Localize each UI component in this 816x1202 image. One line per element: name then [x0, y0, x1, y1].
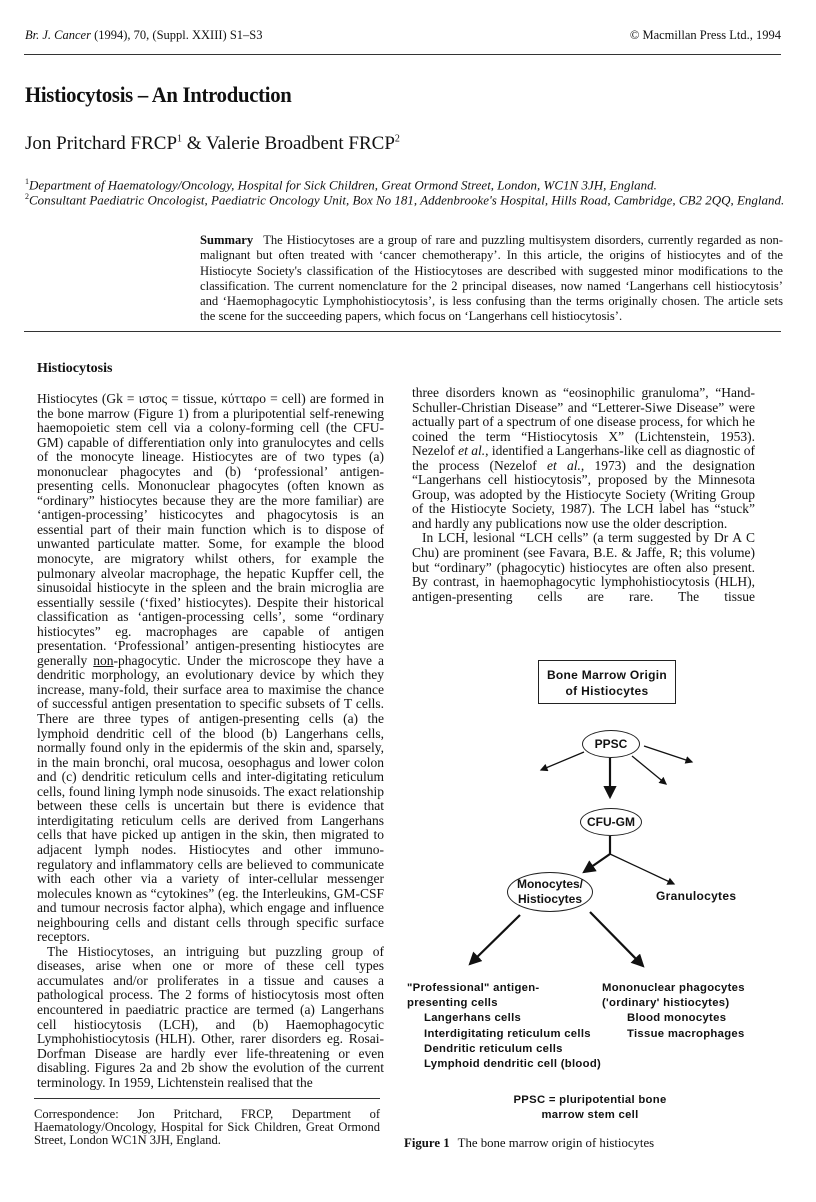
paragraph: In LCH, lesional “LCH cells” (a term suggested by Dr A C Chu) are prominent (see Favara, B.E. & Jaffe, R; this volume) but “ordinary” (phagocytic) histiocytes are often also present. By contrast, in haemophagocytic lymphohistiocytosis (HLH), antigen-presenting cells are rare. The tissue [412, 530, 755, 604]
author-separator: & [182, 133, 206, 154]
branch-heading: Mononuclear phagocytes [602, 982, 745, 994]
branch-item: Blood monocytes [627, 1012, 727, 1025]
correspondence-footnote: Correspondence: Jon Pritchard, FRCP, Department of Haematology/Oncology, Hospital for Sick Children, Great Ormond Street, London WC1N 3JH, England. [34, 1107, 380, 1148]
affiliation-2 [25, 189, 785, 208]
paragraph [412, 386, 755, 531]
branch-item: Interdigitating reticulum cells [424, 1027, 591, 1040]
figure-title-line: Bone Marrow Origin [546, 668, 668, 682]
right-branch-list [602, 981, 745, 1042]
caption-label: Figure 1 [404, 1136, 450, 1150]
node-label-line: Monocytes/ [516, 877, 583, 891]
left-column [37, 392, 384, 1090]
node-monocytes-histiocytes [507, 872, 593, 912]
branch-heading: ('ordinary' histiocytes) [602, 997, 730, 1010]
affil-marker: 1 [25, 177, 29, 186]
paragraph-text: -phagocytic. Under the microscope they have a dendritic morphology, an evolutionary device by which they increase, many-fold, their surface area to maximise the chance of successful antigen presentation to specific subsets of T cells. There are three types of antigen-presenting cells (a) the lymphoid dendritic cell of the blood (b) Langerhans cells, normally found only in the epidermis of the skin and, sparsely, in the main bronchi, oral mucosa, oesophagus and lower colon and (c) dendritic reticulum cells and inter-digitating reticulum cells, found lining lymph node sinusoids. The exact relationship between these cells is uncertain but there is evidence that interdigitating reticulum cells are derived from Langerhans cells that have picked up antigen in the skin, then migrated to adjacent lymph nodes. Histiocytes and other immuno-regulatory and inflammatory cells are believed to communicate with each other via a variety of inter-cellular messenger molecules known as “cytokines” (eg. the Interleukins, GM-CSF and tumour necrosis factor alpha), which engage and influence neighbouring cells and distant cells through specific surface receptors. [37, 652, 385, 945]
paragraph: The Histiocytoses, an intriguing but puzzling group of diseases, arise when one or more of these cell types accumulates and/or proliferates in a tissue and causes a pathological process. The 2 forms of histiocytosis most often encountered in paediatric practice are termed (a) Langerhans cell histiocytosis (LCH), and (b) Haemophagocytic Lymphohistiocytosis (HLH). Other, rarer disorders eg. Rosai-Dorfman Disease are hardly ever life-threatening or even disabling. Figures 2a and 2b show the evolution of the current terminology. In 1959, Lichtenstein realised that the [37, 943, 384, 1090]
journal-citation [25, 28, 263, 43]
running-head [25, 28, 781, 43]
et-al: et al. [546, 457, 581, 473]
copyright: © Macmillan Press Ltd., 1994 [629, 28, 781, 42]
header-rule [24, 54, 781, 55]
figure-caption [404, 1136, 654, 1151]
paragraph-text: Histiocytes (Gk = ιστος = tissue, κύτταρο = cell) are formed in the bone marrow (Figure 1) from a pluripotential self-renewing haemopoietic stem cell via a colony-forming cell (the CFU-GM) capable of differentiation only into granulocytes and cells of the monocyte lineage. Histiocytes are of two types (a) mononuclear phagocytes and (b) ‘professional’ antigen-presenting cells. Mononuclear phagocytes (often known as “ordinary” histiocytes because they are the more familiar) are ‘antigen-processing’ histicocytes and phagocytosis is an essential part of their main function which is to dispose of unwanted particulate matter. Some, for example the blood monocyte, are migratory whilst others, for example the pulmonary alveolar macrophage, the hepatic Kupffer cell, the sinusoidal histiocyte in the spleen and the brain microglia are essentially sessile (‘fixed’ histiocytes). Despite their historical classification as ‘antigen-processing cells’, some “ordinary histiocytes” eg. macrophages are capable of antigen presentation. ‘Professional’ antigen-presenting histiocytes are generally [37, 391, 384, 668]
author-list [25, 133, 400, 155]
affil-text: Consultant Paediatric Oncologist, Paediatric Oncology Unit, Box No 181, Addenbrooke's Hospital, Hills Road, Cambridge, CB2 2QQ, England. [29, 192, 785, 208]
legend-line: marrow stem cell [541, 1109, 639, 1122]
author-name: Jon Pritchard FRCP [25, 133, 178, 154]
caption-text: The bone marrow origin of histiocytes [457, 1136, 655, 1150]
figure-title-line: of Histiocytes [565, 684, 649, 698]
branch-item: Lymphoid dendritic cell (blood) [424, 1058, 602, 1071]
affil-marker: 2 [25, 192, 29, 201]
paragraph-text: three disorders known as “eosinophilic granuloma”, “Hand-Schuller-Christian Disease” and “Letterer-Siwe Disease” were actually part of a spectrum of one disease process, for which he coined the term “Histiocytosis X” (Lichtenstein, 1953). Nezelof [412, 385, 755, 459]
left-branch-list [407, 981, 601, 1072]
author-affil-marker: 1 [177, 133, 183, 145]
journal-name: Br. J. Cancer [25, 28, 91, 42]
branch-item: Tissue macrophages [627, 1027, 745, 1040]
summary-rule [24, 331, 781, 332]
et-al: et al. [458, 443, 486, 459]
emphasis-underline: non [93, 652, 114, 668]
node-granulocytes: Granulocytes [656, 889, 737, 903]
section-heading: Histiocytosis [37, 361, 113, 376]
branch-item: Dendritic reticulum cells [424, 1042, 563, 1055]
figure-title-box [538, 660, 676, 704]
footnote-rule [34, 1098, 380, 1099]
summary-label: Summary [200, 233, 254, 247]
branch-heading: presenting cells [407, 997, 498, 1010]
paragraph-text: , identified a Langerhans-like cell as diagnostic of the process (Nezelof [412, 443, 756, 473]
affil-text: Department of Haematology/Oncology, Hospital for Sick Children, Great Ormond Street, London, WC1N 3JH, England. [29, 177, 657, 193]
author-affil-marker: 2 [394, 133, 400, 145]
figure-legend [490, 1093, 690, 1123]
summary-text: The Histiocytoses are a group of rare and puzzling multisystem disorders, currently regarded as non-malignant but often treated with ‘cancer chemotherapy’. In this article, the origins of histiocytes and of the Histiocyte Society's classification of the Histiocytoses are described with suggested minor modifications to the classification. The current nomenclature for the 2 principal diseases, now named ‘Langerhans cell histiocytosis’ and ‘Haemophagocytic Lymphohistiocytosis’, is less confusing than the terms originally chosen. The article sets the scene for the succeeding papers, which focus on ‘Langerhans cell histiocytosis’. [200, 233, 783, 324]
author-name: Valerie Broadbent FRCP [205, 133, 395, 154]
node-cfu-gm: CFU-GM [580, 808, 642, 836]
branch-heading: "Professional" antigen- [407, 982, 540, 994]
article-title: Histiocytosis – An Introduction [25, 82, 292, 107]
citation-detail: (1994), 70, (Suppl. XXIII) S1–S3 [94, 28, 263, 42]
node-ppsc: PPSC [582, 730, 640, 758]
paragraph-text: , 1973) and the designation “Langerhans cell histiocytosis”, proposed by the Minnesota Group, was adopted by the Histiocyte Society (Writing Group of the Histiocyte Society, 1987). The LCH label has “stuck” and hardly any publications now use the older description. [412, 457, 756, 531]
right-column [412, 386, 755, 604]
summary-abstract [200, 233, 783, 325]
node-label-line: Histiocytes [517, 892, 583, 906]
branch-item: Langerhans cells [424, 1012, 522, 1025]
paragraph [37, 392, 384, 945]
legend-line: PPSC = pluripotential bone [513, 1094, 667, 1106]
